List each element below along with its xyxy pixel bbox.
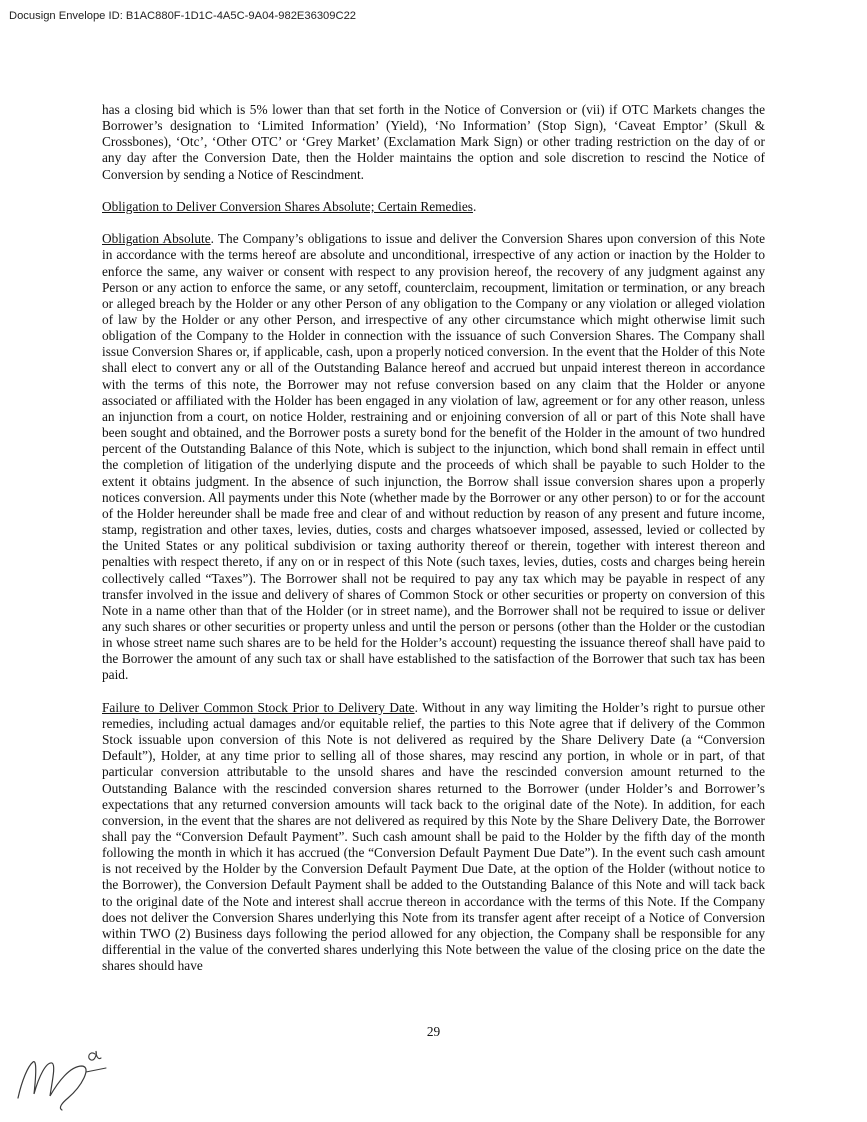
- paragraph-body-obligation-absolute: . The Company’s obligations to issue and deliver the Conversion Shares upon conversion of this Note in accordance with the terms hereof are absolute and unconditional, irrespective of any action or inaction by the Holder to enforce the same, any waiver or consent with respect to any provision hereof, the recovery of any judgment against any Person or any action to enforce the same, or any setoff, counterclaim, recoupment, limitation or termination, or any breach or alleged breach by the Holder or any other Person of any obligation to the Company or any violation or alleged violation of law by the Holder or any other Person, and irrespective of any other circumstance which might otherwise limit such obligation of the Company to the Holder in connection with the issuance of such Conversion Shares. The Company shall issue Conversion Shares or, if applicable, cash, upon a properly noticed conversion. In the event that the Holder of this Note shall elect to convert any or all of the Outstanding Balance hereof and accrued but unpaid interest thereon in accordance with the terms of this note, the Borrower may not refuse conversion based on any claim that the Holder or anyone associated or affiliated with the Holder has been engaged in any violation of law, agreement or for any other reason, unless an injunction from a court, on notice Holder, restraining and or enjoining conversion of all or part of this Note shall have been sought and obtained, and the Borrower posts a surety bond for the benefit of the Holder in the amount of two hundred percent of the Outstanding Balance of this Note, which is subject to the injunction, which bond shall remain in effect until the completion of litigation of the underlying dispute and the proceeds of which shall be payable to such Holder to the extent it obtains judgment. In the absence of such injunction, the Borrow shall issue conversion shares upon a properly notices conversion. All payments under this Note (whether made by the Borrower or any other person) to or for the account of the Holder hereunder shall be made free and clear of and without reduction by reason of any present and future income, stamp, registration and other taxes, levies, duties, costs and charges whatsoever imposed, assessed, levied or collected by the United States or any political subdivision or taxing authority thereof or therein, together with interest thereon and penalties with respect thereto, if any on or in respect of this Note (such taxes, levies, duties, costs and charges being herein collectively called “Taxes”). The Borrower shall not be required to pay any tax which may be payable in respect of any transfer involved in the issue and delivery of shares of Common Stock or other securities or property on conversion of this Note in a name other than that of the Holder (or in street name), and the Borrower shall not be required to issue or deliver any such shares or other securities or property unless and until the person or persons (other than the Holder or the custodian in whose street name such shares are to be held for the Holder’s account) requesting the issuance thereof shall have paid to the Borrower the amount of any such tax or shall have established to the satisfaction of the Borrower that such tax has been paid.: [102, 231, 766, 683]
- paragraph-continuation: has a closing bid which is 5% lower than that set forth in the Notice of Conversion or (vii) if OTC Markets changes the Borrower’s designation to ‘Limited Information’ (Yield), ‘No Information’ (Stop Sign), ‘Caveat Emptor’ (Skull & Crossbones), ‘Otc’, ‘Other OTC’ or ‘Grey Market’ (Exclamation Mark Sign) or other trading restriction on the day of or any day after the Conversion Date, then the Holder maintains the option and sole discretion to rescind the Notice of Conversion by sending a Notice of Rescindment.: [102, 102, 765, 182]
- signature-initials-icon: [12, 1036, 122, 1114]
- paragraph-obligation-absolute: [102, 231, 765, 683]
- document-body: [102, 102, 765, 991]
- envelope-id: Docusign Envelope ID: B1AC880F-1D1C-4A5C-9A04-982E36309C22: [9, 10, 357, 22]
- section-heading-text: Obligation to Deliver Conversion Shares Absolute; Certain Remedies: [102, 198, 473, 214]
- section-heading-period: .: [472, 198, 477, 214]
- paragraph-title-obligation-absolute: Obligation Absolute: [102, 231, 211, 247]
- paragraph-failure-to-deliver: [102, 700, 765, 975]
- page-number: 29: [426, 1024, 441, 1039]
- paragraph-body-failure-to-deliver: . Without in any way limiting the Holder’s right to pursue other remedies, including actual damages and/or equitable relief, the parties to this Note agree that if delivery of the Common Stock issuable upon conversion of this Note is not delivered as required by the Share Delivery Date (a “Conversion Default”), Holder, at any time prior to selling all of those shares, may rescind any portion, in whole or in part, of that particular conversion attributable to the unsold shares and have the rescinded conversion amount returned to the Outstanding Balance with the rescinded conversion shares returned to the Borrower (under Holder’s and Borrower’s expectations that any returned conversion amounts will tack back to the original date of the Note). In addition, for each conversion, in the event that the shares are not delivered as required by this Note by the Share Delivery Date, the Borrower shall pay the “Conversion Default Payment”. Such cash amount shall be paid to the Holder by the fifth day of the month following the month in which it has accrued (the “Conversion Default Payment Due Date”). In the event such cash amount is not received by the Holder by the Conversion Default Payment Due Date, at the option of the Holder (without notice to the Borrower), the Conversion Default Payment shall be added to the Outstanding Balance of this Note and will tack back to the original date of the Note and interest shall accrue thereon in accordance with the terms of this Note. If the Company does not deliver the Conversion Shares underlying this Note from its transfer agent after receipt of a Notice of Conversion within TWO (2) Business days following the period allowed for any objection, the Company shall be responsible for any differential in the value of the converted shares underlying this Note between the value of the closing price on the date the shares should have: [102, 699, 766, 974]
- section-heading: [102, 199, 765, 215]
- paragraph-title-failure-to-deliver: Failure to Deliver Common Stock Prior to Delivery Date: [102, 699, 415, 715]
